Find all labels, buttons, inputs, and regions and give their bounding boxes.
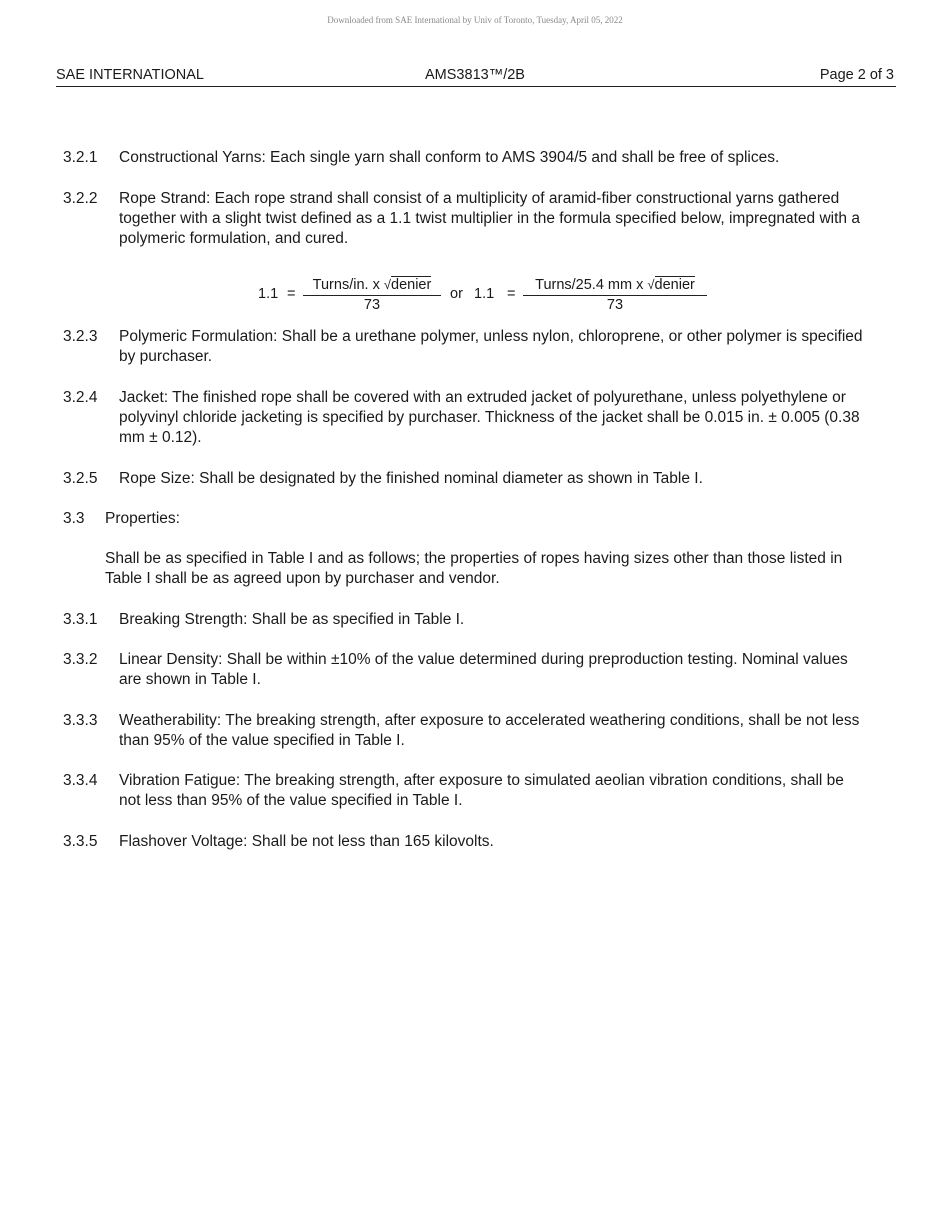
section-3-2-4 [63,388,863,448]
numerator-text: Turns/in. x [312,277,380,293]
section-number: 3.3.2 [63,651,98,668]
section-3-3-2 [63,650,863,690]
section-3-3-5 [63,832,863,852]
section-number: 3.2.2 [63,190,98,207]
radicand-text: denier [391,277,432,293]
formula-equals-2: = [507,286,516,302]
section-number: 3.2.3 [63,328,98,345]
section-number: 3.3 [63,510,85,527]
section-number: 3.2.5 [63,470,98,487]
section-3-2-1 [63,148,863,168]
section-text: Jacket: The finished rope shall be covered with an extruded jacket of polyurethane, unless polyethylene or polyvinyl chloride jacketing is specified by purchaser. Thickness of the jacket shall be 0.015 in. ± 0.005 (0.38 mm ± 0.12). [119,389,860,446]
formula-lhs-2: 1.1 [474,286,495,302]
section-3-3-3 [63,711,863,751]
twist-multiplier-formula [0,276,950,318]
square-root-icon: √ [647,277,655,292]
document-number: AMS3813™/2B [425,67,525,83]
fraction-numerator [303,276,441,296]
section-3-2-5 [63,469,863,489]
section-number: 3.3.3 [63,712,98,729]
download-watermark: Downloaded from SAE International by Univ of Toronto, Tuesday, April 05, 2022 [327,15,623,25]
publisher-name: SAE INTERNATIONAL [56,67,204,83]
section-text: Breaking Strength: Shall be as specified in Table I. [119,611,465,628]
section-text: Linear Density: Shall be within ±10% of the value determined during preproduction testing. Nominal values are shown in Table I. [119,651,848,688]
fraction-denominator: 73 [363,297,381,313]
section-number: 3.3.5 [63,833,98,850]
section-number: 3.2.4 [63,389,98,406]
section-text: Shall be as specified in Table I and as follows; the properties of ropes having sizes other than those listed in Table I shall be as agreed upon by purchaser and vendor. [105,550,843,587]
section-text: Rope Strand: Each rope strand shall consist of a multiplicity of aramid-fiber constructional yarns gathered together with a slight twist defined as a 1.1 twist multiplier in the formula specified below, impregnated with a polymeric formulation, and cured. [119,190,860,247]
numerator-text: Turns/25.4 mm x [535,277,644,293]
section-3-2-2 [63,189,863,249]
formula-or: or [450,286,463,302]
section-text: Rope Size: Shall be designated by the finished nominal diameter as shown in Table I. [119,470,703,487]
section-text: Constructional Yarns: Each single yarn shall conform to AMS 3904/5 and shall be free of splices. [119,149,780,166]
section-text: Polymeric Formulation: Shall be a urethane polymer, unless nylon, chloroprene, or other polymer is specified by purchaser. [119,328,863,365]
section-3-3-1 [63,610,863,630]
section-number: 3.3.1 [63,611,98,628]
section-number: 3.3.4 [63,772,98,789]
formula-lhs-1: 1.1 [258,286,279,302]
radicand-text: denier [654,277,695,293]
formula-fraction-1 [303,276,441,314]
section-number: 3.2.1 [63,149,98,166]
page-number: Page 2 of 3 [819,67,894,83]
section-text: Weatherability: The breaking strength, after exposure to accelerated weathering conditions, shall be not less than 95% of the value specified in Table I. [119,712,860,749]
formula-equals-1: = [287,286,296,302]
page-header [56,66,896,87]
square-root-icon: √ [383,277,391,292]
section-3-3-body [63,549,863,589]
fraction-denominator: 73 [606,297,624,313]
formula-fraction-2 [523,276,707,314]
section-3-3 [63,509,863,529]
section-heading: Properties: [105,510,180,527]
section-3-2-3 [63,327,863,367]
section-text: Vibration Fatigue: The breaking strength, after exposure to simulated aeolian vibration conditions, shall be not less than 95% of the value specified in Table I. [119,772,844,809]
section-3-3-4 [63,771,863,811]
fraction-numerator [523,276,707,296]
section-text: Flashover Voltage: Shall be not less than 165 kilovolts. [119,833,494,850]
